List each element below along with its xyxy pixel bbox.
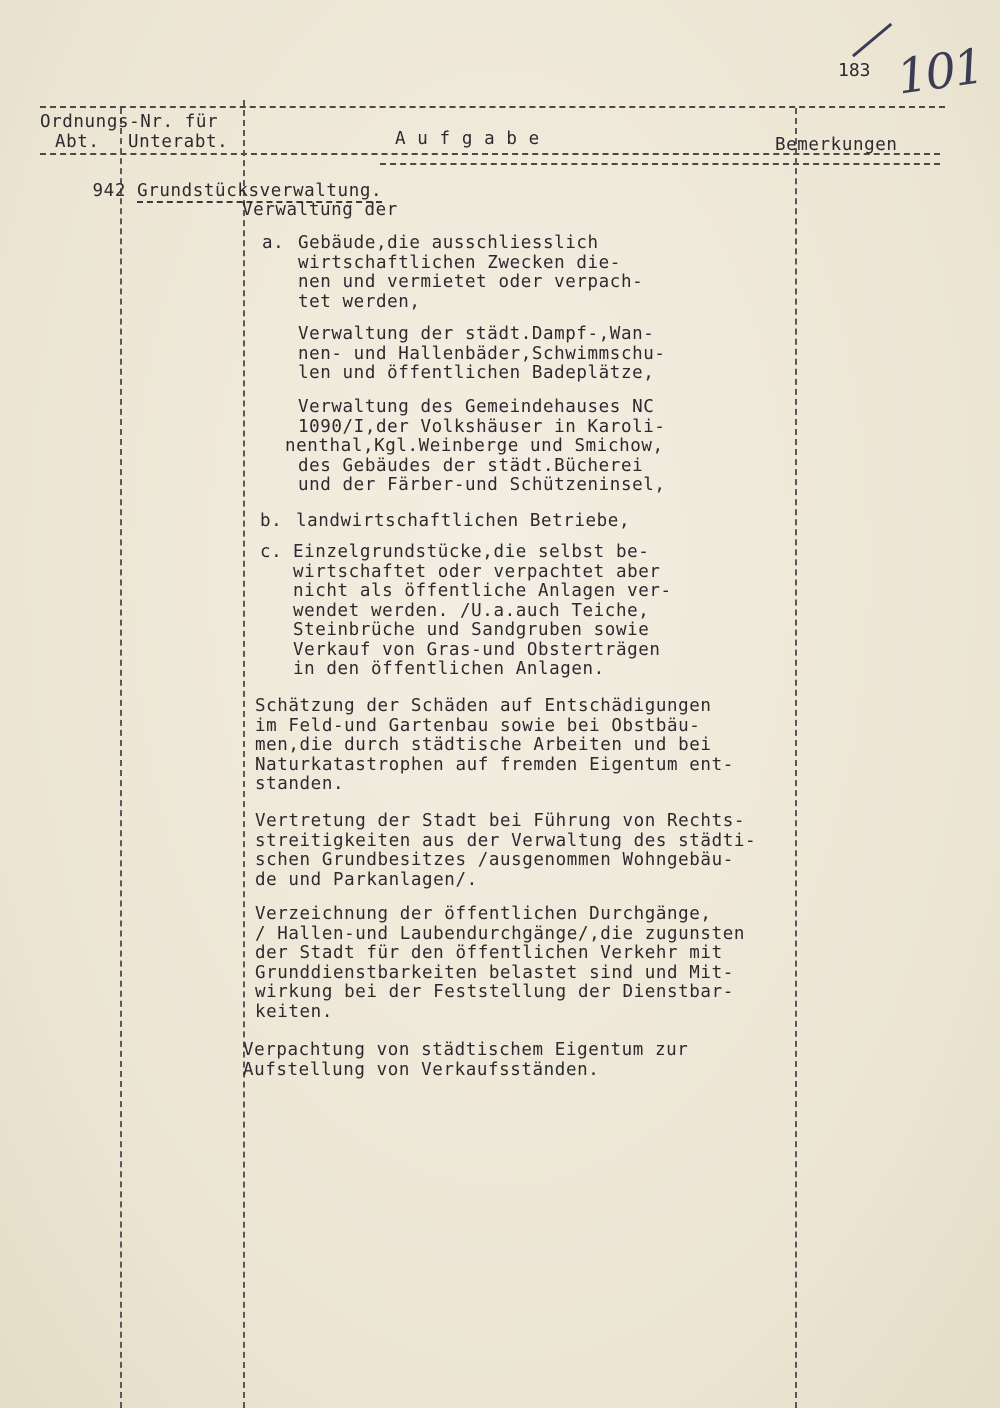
item-c-text	[293, 543, 672, 680]
text-line: wendet werden. /U.a.auch Teiche,	[293, 600, 650, 621]
text-line: Gebäude,die ausschliesslich	[298, 233, 599, 253]
text-line: Einzelgrundstücke,die selbst be-	[293, 542, 650, 562]
text-line: Schätzung der Schäden auf Entschädigungen	[255, 696, 712, 716]
text-line: keiten.	[255, 1001, 333, 1022]
paragraph-vertretung	[255, 812, 756, 890]
text-line: de und Parkanlagen/.	[255, 869, 478, 890]
text-line: tet werden,	[298, 291, 421, 312]
text-line: Vertretung der Stadt bei Führung von Rechts-	[255, 811, 745, 831]
paragraph-verpachtung	[243, 1041, 688, 1080]
text-line: wirtschaftlichen Zwecken die-	[298, 252, 621, 273]
handwritten-page-number: 101	[893, 38, 987, 106]
text-line: nenthal,Kgl.Weinberge und Smichow,	[285, 436, 664, 456]
header-ordnungs-nr: Ordnungs-Nr. für	[40, 112, 219, 132]
text-line: nen und vermietet oder verpach-	[298, 272, 644, 292]
paragraph-schaetzung	[255, 697, 734, 795]
text-line: standen.	[255, 774, 345, 794]
header-aufgabe: A u f g a b e	[395, 129, 540, 149]
text-line: Verpachtung von städtischem Eigentum zur	[243, 1040, 689, 1060]
text-line: Verwaltung der städt.Dampf-,Wan-	[298, 324, 655, 344]
text-line: men,die durch städtische Arbeiten und bei	[255, 735, 712, 755]
header-abt: Abt.	[55, 132, 100, 152]
text-line: in den öffentlichen Anlagen.	[293, 659, 605, 679]
text-line: Naturkatastrophen auf fremden Eigentum ent-	[255, 754, 734, 775]
text-line: schen Grundbesitzes /ausgenommen Wohngebäu-	[255, 850, 734, 870]
section-number: 942	[92, 181, 126, 201]
item-a-paragraph-1	[298, 234, 643, 312]
item-b-marker: b.	[260, 511, 283, 531]
item-c-marker: c.	[260, 542, 283, 562]
item-a-marker: a.	[262, 233, 285, 253]
paragraph-verzeichnung	[255, 905, 745, 1022]
section-title: Grundstücksverwaltung.	[137, 181, 383, 201]
text-line: Aufstellung von Verkaufsständen.	[243, 1059, 600, 1080]
text-line: Grunddienstbarkeiten belastet sind und Mit-	[255, 962, 734, 983]
text-line: Verwaltung des Gemeindehauses NC	[298, 397, 655, 417]
item-b-text: landwirtschaftlichen Betriebe,	[296, 511, 631, 531]
text-line: len und öffentlichen Badeplätze,	[298, 363, 655, 383]
text-line: Verkauf von Gras-und Obsterträgen	[293, 639, 661, 660]
item-a-paragraph-2	[298, 325, 665, 384]
text-line: nicht als öffentliche Anlagen ver-	[293, 581, 672, 601]
text-line: 1090/I,der Volkshäuser in Karoli-	[298, 416, 666, 437]
text-line: streitigkeiten aus der Verwaltung des städti-	[255, 830, 757, 851]
header-bemerkungen: Bemerkungen	[775, 135, 898, 155]
intro-text: Verwaltung der	[242, 200, 398, 220]
header-double-rule	[380, 163, 940, 165]
text-line: und der Färber-und Schützeninsel,	[298, 475, 666, 495]
text-line: Steinbrüche und Sandgruben sowie	[293, 620, 650, 640]
column-divider-abt	[120, 108, 122, 1408]
item-a-paragraph-3	[285, 398, 665, 496]
text-line: wirkung bei der Feststellung der Dienstbar-	[255, 982, 734, 1002]
text-line: der Stadt für den öffentlichen Verkehr mit	[255, 943, 723, 963]
text-line: wirtschaftet oder verpachtet aber	[293, 561, 661, 582]
header-top-rule	[40, 106, 945, 108]
text-line: / Hallen-und Laubendurchgänge/,die zugunsten	[255, 923, 745, 944]
text-line: des Gebäudes der städt.Bücherei	[298, 455, 644, 476]
text-line: Verzeichnung der öffentlichen Durchgänge,	[255, 904, 712, 924]
column-divider-aufgabe	[243, 100, 245, 1408]
text-line: im Feld-und Gartenbau sowie bei Obstbäu-	[255, 715, 701, 736]
column-divider-bemerkungen	[795, 108, 797, 1408]
text-line: nen- und Hallenbäder,Schwimmschu-	[298, 343, 666, 364]
header-unterabt: Unterabt.	[128, 132, 229, 152]
page-number: 183	[838, 60, 871, 81]
